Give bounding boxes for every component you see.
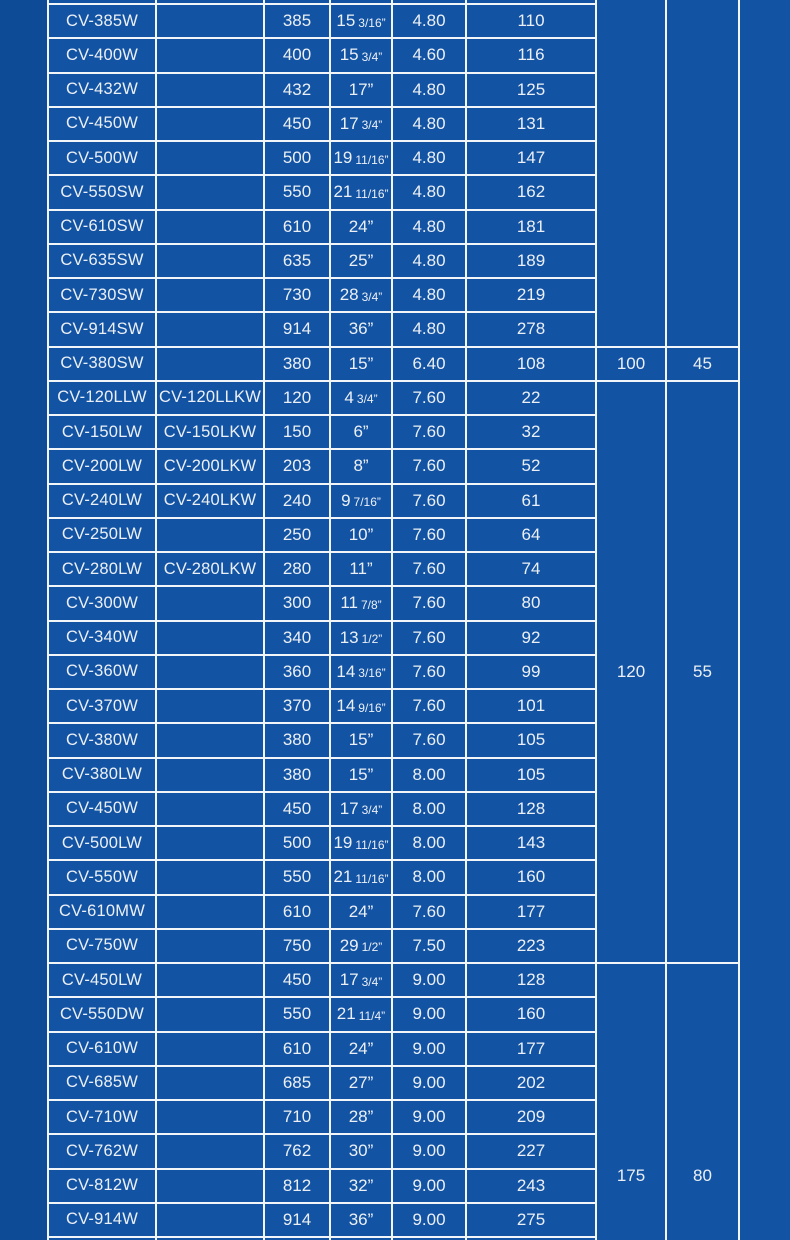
cell-inches: [331, 313, 391, 345]
cell-model-b: [157, 313, 263, 345]
cell-mm: 340: [265, 622, 329, 654]
cell-thickness: 9.00: [393, 1033, 465, 1065]
cell-inches: [331, 416, 391, 448]
cell-mm: 812: [265, 1170, 329, 1202]
cell-model-a: CV-550DW: [49, 998, 155, 1030]
cell-model-b: [157, 587, 263, 619]
cell-inches: [331, 690, 391, 722]
cell-mm: 730: [265, 279, 329, 311]
cell-model-a: CV-610MW: [49, 896, 155, 928]
cell-thickness: 7.60: [393, 622, 465, 654]
inch-main-value: 17”: [348, 79, 374, 99]
partial-row-cell: [467, 0, 595, 3]
inch-main-value: 24”: [348, 901, 374, 921]
cell-model-a: CV-370W: [49, 690, 155, 722]
cell-mm: 750: [265, 930, 329, 962]
cell-mm: 710: [265, 1101, 329, 1133]
cell-weight: 243: [467, 1170, 595, 1202]
cell-model-b: [157, 39, 263, 71]
cell-thickness: 9.00: [393, 1204, 465, 1236]
cell-model-b: [157, 211, 263, 243]
cell-model-b: CV-240LKW: [157, 485, 263, 517]
cell-model-a: CV-500W: [49, 142, 155, 174]
inch-main-value: 14: [336, 661, 356, 681]
cell-model-b: CV-280LKW: [157, 553, 263, 585]
inch-main-value: 36”: [348, 1209, 374, 1229]
inch-main-value: 28: [339, 285, 359, 305]
cell-mm: 450: [265, 793, 329, 825]
inch-fraction-value: 3/4”: [361, 289, 383, 304]
cell-weight: 125: [467, 74, 595, 106]
cell-thickness: 4.80: [393, 142, 465, 174]
inch-main-value: 9: [341, 490, 351, 510]
inch-main-value: 25”: [348, 250, 374, 270]
cell-model-b: [157, 1204, 263, 1236]
cell-mm: 914: [265, 313, 329, 345]
cell-weight: 74: [467, 553, 595, 585]
cell-mm: 762: [265, 1135, 329, 1167]
tail-column-cell: [740, 0, 790, 1240]
cell-thickness: 4.80: [393, 211, 465, 243]
cell-mm: 203: [265, 450, 329, 482]
cell-weight: 177: [467, 896, 595, 928]
cell-mm: 500: [265, 142, 329, 174]
cell-weight: 92: [467, 622, 595, 654]
merged-cell-right: 55: [667, 382, 738, 962]
inch-fraction-value: 11/16”: [355, 871, 389, 886]
cell-thickness: 7.60: [393, 690, 465, 722]
cell-thickness: 4.80: [393, 74, 465, 106]
cell-inches: [331, 896, 391, 928]
cell-mm: 380: [265, 759, 329, 791]
cell-model-a: CV-812W: [49, 1170, 155, 1202]
cell-model-a: CV-240LW: [49, 485, 155, 517]
cell-mm: 685: [265, 1067, 329, 1099]
inch-main-value: 21: [336, 1004, 356, 1024]
cell-weight: 143: [467, 827, 595, 859]
cell-thickness: 9.00: [393, 964, 465, 996]
inch-main-value: 28”: [348, 1107, 374, 1127]
cell-mm: 150: [265, 416, 329, 448]
cell-weight: 52: [467, 450, 595, 482]
cell-thickness: 7.60: [393, 519, 465, 551]
cell-inches: [331, 964, 391, 996]
cell-mm: 380: [265, 724, 329, 756]
cell-mm: 450: [265, 964, 329, 996]
cell-model-b: [157, 724, 263, 756]
cell-inches: [331, 39, 391, 71]
cell-thickness: 9.00: [393, 1170, 465, 1202]
cell-model-a: CV-730SW: [49, 279, 155, 311]
inch-main-value: 24”: [348, 1038, 374, 1058]
cell-inches: [331, 1067, 391, 1099]
cell-thickness: 9.00: [393, 1135, 465, 1167]
inch-main-value: 15”: [348, 730, 374, 750]
cell-model-b: [157, 1067, 263, 1099]
inch-main-value: 13: [339, 627, 359, 647]
cell-mm: 250: [265, 519, 329, 551]
cell-inches: [331, 1101, 391, 1133]
cell-thickness: 8.00: [393, 827, 465, 859]
cell-thickness: 7.60: [393, 416, 465, 448]
cell-inches: [331, 998, 391, 1030]
cell-thickness: 8.00: [393, 861, 465, 893]
cell-weight: 22: [467, 382, 595, 414]
cell-model-b: [157, 759, 263, 791]
cell-inches: [331, 861, 391, 893]
cell-model-a: CV-550SW: [49, 176, 155, 208]
cell-thickness: 9.00: [393, 1067, 465, 1099]
cell-thickness: 8.00: [393, 759, 465, 791]
inch-main-value: 19: [333, 833, 353, 853]
cell-model-a: CV-685W: [49, 1067, 155, 1099]
cell-thickness: 7.60: [393, 896, 465, 928]
cell-mm: 280: [265, 553, 329, 585]
cell-mm: 432: [265, 74, 329, 106]
inch-fraction-value: 7/8”: [360, 597, 382, 612]
inch-main-value: 24”: [348, 216, 374, 236]
cell-thickness: 4.80: [393, 176, 465, 208]
cell-inches: [331, 485, 391, 517]
cell-thickness: 7.60: [393, 724, 465, 756]
cell-model-b: [157, 827, 263, 859]
inch-main-value: 21: [333, 182, 353, 202]
inch-fraction-value: 9/16”: [358, 700, 386, 715]
cell-mm: 240: [265, 485, 329, 517]
cell-thickness: 7.60: [393, 656, 465, 688]
cell-weight: 189: [467, 245, 595, 277]
inch-fraction-value: 1/2”: [361, 940, 383, 955]
cell-model-a: CV-750W: [49, 930, 155, 962]
cell-inches: [331, 245, 391, 277]
cell-inches: [331, 382, 391, 414]
cell-mm: 300: [265, 587, 329, 619]
cell-model-a: CV-432W: [49, 74, 155, 106]
cell-model-b: CV-150LKW: [157, 416, 263, 448]
cell-inches: [331, 1135, 391, 1167]
cell-mm: 635: [265, 245, 329, 277]
merged-cell-left: 175: [597, 964, 665, 1240]
inch-main-value: 4: [344, 387, 354, 407]
cell-inches: [331, 930, 391, 962]
cell-inches: [331, 1204, 391, 1236]
cell-mm: 370: [265, 690, 329, 722]
cell-thickness: 6.40: [393, 348, 465, 380]
cell-inches: [331, 622, 391, 654]
cell-model-a: CV-500LW: [49, 827, 155, 859]
cell-weight: 160: [467, 998, 595, 1030]
inch-fraction-value: 3/4”: [361, 118, 383, 133]
cell-inches: [331, 74, 391, 106]
inch-fraction-value: 11/16”: [355, 186, 389, 201]
cell-weight: 128: [467, 793, 595, 825]
cell-model-b: [157, 1101, 263, 1133]
cell-model-a: CV-450W: [49, 793, 155, 825]
cell-model-b: [157, 1135, 263, 1167]
inch-main-value: 27”: [348, 1072, 374, 1092]
inch-fraction-value: 11/16”: [355, 837, 389, 852]
inch-fraction-value: 11/4”: [358, 1008, 386, 1023]
cell-inches: [331, 827, 391, 859]
cell-weight: 278: [467, 313, 595, 345]
cell-weight: 275: [467, 1204, 595, 1236]
cell-mm: 550: [265, 861, 329, 893]
cell-inches: [331, 519, 391, 551]
cell-model-a: CV-340W: [49, 622, 155, 654]
cell-thickness: 4.80: [393, 5, 465, 37]
inch-main-value: 32”: [348, 1175, 374, 1195]
cell-thickness: 4.80: [393, 245, 465, 277]
cell-inches: [331, 587, 391, 619]
cell-model-a: CV-250LW: [49, 519, 155, 551]
cell-weight: 227: [467, 1135, 595, 1167]
cell-mm: 550: [265, 176, 329, 208]
cell-model-b: [157, 998, 263, 1030]
cell-model-b: [157, 142, 263, 174]
inch-fraction-value: 3/4”: [361, 803, 383, 818]
cell-mm: 450: [265, 108, 329, 140]
cell-weight: 131: [467, 108, 595, 140]
cell-model-b: [157, 176, 263, 208]
cell-weight: 80: [467, 587, 595, 619]
inch-main-value: 30”: [348, 1141, 374, 1161]
cell-model-a: CV-280LW: [49, 553, 155, 585]
partial-row-cell: [157, 0, 263, 3]
cell-inches: [331, 142, 391, 174]
cell-model-b: [157, 861, 263, 893]
cell-weight: 32: [467, 416, 595, 448]
cell-mm: 610: [265, 1033, 329, 1065]
cell-model-a: CV-120LLW: [49, 382, 155, 414]
cell-inches: [331, 793, 391, 825]
inch-main-value: 15: [339, 45, 359, 65]
inch-main-value: 10”: [348, 524, 374, 544]
cell-thickness: 7.60: [393, 553, 465, 585]
cell-model-a: CV-610SW: [49, 211, 155, 243]
inch-fraction-value: 3/4”: [361, 974, 383, 989]
inch-main-value: 17: [339, 970, 359, 990]
cell-mm: 385: [265, 5, 329, 37]
cell-weight: 223: [467, 930, 595, 962]
partial-row-cell: [265, 0, 329, 3]
merged-cell-left: 120: [597, 382, 665, 962]
spec-table: [47, 0, 790, 1240]
cell-inches: [331, 759, 391, 791]
cell-mm: 610: [265, 896, 329, 928]
inch-main-value: 8”: [353, 456, 369, 476]
cell-model-a: CV-610W: [49, 1033, 155, 1065]
cell-thickness: 8.00: [393, 793, 465, 825]
cell-model-b: [157, 622, 263, 654]
cell-model-a: CV-385W: [49, 5, 155, 37]
cell-model-a: CV-360W: [49, 656, 155, 688]
cell-weight: 61: [467, 485, 595, 517]
cell-model-b: [157, 793, 263, 825]
inch-main-value: 29: [339, 935, 359, 955]
inch-main-value: 17: [339, 113, 359, 133]
cell-model-a: CV-150LW: [49, 416, 155, 448]
cell-thickness: 7.60: [393, 382, 465, 414]
cell-weight: 128: [467, 964, 595, 996]
cell-mm: 380: [265, 348, 329, 380]
inch-main-value: 11”: [349, 559, 373, 579]
partial-row-cell: [331, 0, 391, 3]
cell-weight: 64: [467, 519, 595, 551]
cell-weight: 147: [467, 142, 595, 174]
cell-weight: 108: [467, 348, 595, 380]
cell-weight: 202: [467, 1067, 595, 1099]
cell-mm: 914: [265, 1204, 329, 1236]
inch-fraction-value: 1/2”: [361, 632, 383, 647]
inch-main-value: 36”: [348, 319, 374, 339]
cell-model-a: CV-400W: [49, 39, 155, 71]
inch-fraction-value: 3/4”: [356, 392, 378, 407]
cell-weight: 181: [467, 211, 595, 243]
cell-model-a: CV-450W: [49, 108, 155, 140]
cell-thickness: 4.80: [393, 313, 465, 345]
cell-thickness: 7.60: [393, 485, 465, 517]
cell-inches: [331, 724, 391, 756]
inch-fraction-value: 7/16”: [353, 495, 381, 510]
cell-model-a: CV-450LW: [49, 964, 155, 996]
cell-weight: 110: [467, 5, 595, 37]
partial-row-cell: [49, 0, 155, 3]
inch-main-value: 6”: [353, 422, 369, 442]
inch-fraction-value: 3/16”: [358, 666, 386, 681]
inch-fraction-value: 3/4”: [361, 49, 383, 64]
cell-inches: [331, 5, 391, 37]
cell-model-b: [157, 108, 263, 140]
cell-model-b: CV-200LKW: [157, 450, 263, 482]
partial-row-cell: [393, 0, 465, 3]
cell-model-b: [157, 279, 263, 311]
cell-model-b: CV-120LLKW: [157, 382, 263, 414]
cell-model-b: [157, 1170, 263, 1202]
inch-fraction-value: 11/16”: [355, 152, 389, 167]
cell-model-a: CV-380W: [49, 724, 155, 756]
inch-main-value: 15: [336, 11, 356, 31]
cell-thickness: 4.60: [393, 39, 465, 71]
cell-inches: [331, 656, 391, 688]
cell-model-b: [157, 930, 263, 962]
cell-model-a: CV-635SW: [49, 245, 155, 277]
cell-weight: 219: [467, 279, 595, 311]
inch-main-value: 21: [333, 867, 353, 887]
cell-weight: 162: [467, 176, 595, 208]
cell-mm: 120: [265, 382, 329, 414]
cell-inches: [331, 279, 391, 311]
cell-mm: 500: [265, 827, 329, 859]
cell-weight: 116: [467, 39, 595, 71]
cell-weight: 177: [467, 1033, 595, 1065]
cell-inches: [331, 1033, 391, 1065]
cell-thickness: 7.60: [393, 450, 465, 482]
cell-model-a: CV-300W: [49, 587, 155, 619]
cell-model-b: [157, 245, 263, 277]
inch-main-value: 11: [340, 593, 358, 613]
cell-model-b: [157, 348, 263, 380]
cell-model-b: [157, 690, 263, 722]
cell-mm: 360: [265, 656, 329, 688]
merged-cell-left: [597, 0, 665, 346]
cell-model-a: CV-380SW: [49, 348, 155, 380]
cell-inches: [331, 211, 391, 243]
cell-thickness: 4.80: [393, 279, 465, 311]
cell-model-a: CV-380LW: [49, 759, 155, 791]
merged-cell-right: 45: [667, 348, 738, 380]
cell-mm: 400: [265, 39, 329, 71]
inch-main-value: 14: [336, 696, 356, 716]
cell-thickness: 9.00: [393, 1101, 465, 1133]
inch-main-value: 17: [339, 798, 359, 818]
cell-model-b: [157, 896, 263, 928]
cell-weight: 105: [467, 724, 595, 756]
cell-weight: 99: [467, 656, 595, 688]
cell-inches: [331, 553, 391, 585]
cell-mm: 550: [265, 998, 329, 1030]
cell-thickness: 7.50: [393, 930, 465, 962]
cell-inches: [331, 450, 391, 482]
cell-model-b: [157, 5, 263, 37]
inch-fraction-value: 3/16”: [358, 15, 386, 30]
cell-model-b: [157, 519, 263, 551]
cell-inches: [331, 176, 391, 208]
cell-model-b: [157, 74, 263, 106]
cell-thickness: 9.00: [393, 998, 465, 1030]
inch-main-value: 15”: [348, 353, 374, 373]
merged-cell-right: 80: [667, 964, 738, 1240]
cell-model-a: CV-200LW: [49, 450, 155, 482]
cell-model-a: CV-762W: [49, 1135, 155, 1167]
cell-model-a: CV-550W: [49, 861, 155, 893]
merged-cell-right: [667, 0, 738, 346]
cell-model-b: [157, 1033, 263, 1065]
cell-inches: [331, 1170, 391, 1202]
cell-model-a: CV-914SW: [49, 313, 155, 345]
merged-cell-left: 100: [597, 348, 665, 380]
cell-weight: 209: [467, 1101, 595, 1133]
cell-model-a: CV-710W: [49, 1101, 155, 1133]
cell-model-b: [157, 656, 263, 688]
inch-main-value: 19: [333, 148, 353, 168]
cell-inches: [331, 108, 391, 140]
cell-weight: 101: [467, 690, 595, 722]
cell-weight: 160: [467, 861, 595, 893]
cell-thickness: 7.60: [393, 587, 465, 619]
cell-inches: [331, 348, 391, 380]
cell-weight: 105: [467, 759, 595, 791]
cell-model-a: CV-914W: [49, 1204, 155, 1236]
inch-main-value: 15”: [348, 764, 374, 784]
cell-model-b: [157, 964, 263, 996]
cell-mm: 610: [265, 211, 329, 243]
cell-thickness: 4.80: [393, 108, 465, 140]
